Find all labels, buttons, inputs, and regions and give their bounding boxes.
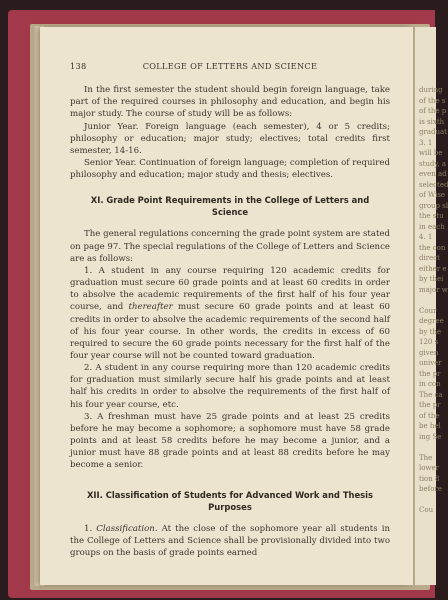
next-page-fragment: 4. 1 bbox=[419, 233, 433, 241]
next-page-fragment: Cou bbox=[419, 506, 434, 514]
section-paragraph: The general regulations concerning the grade point system are stated on page 97. The special regulations of the College of Letters and Science are as follows: bbox=[70, 229, 390, 264]
running-header bbox=[70, 60, 390, 72]
section-paragraph bbox=[70, 523, 390, 559]
next-page-fragment bbox=[415, 442, 436, 453]
next-page-fragment: of the s bbox=[419, 96, 446, 105]
text-run: 1. bbox=[84, 523, 97, 534]
next-page-fragment: during bbox=[419, 86, 443, 94]
italic-text: Classification. bbox=[96, 523, 158, 534]
next-page-fragment: selected bbox=[419, 180, 448, 189]
section-paragraph: 3. A freshman must have 25 grade points and at least 25 credits before he may become a sophomore; a sophomore must have 58 grade points and at least 58 credits before he may become a junior, and a junior must have 88 grade points and at least 88 credits before he may become a senior. bbox=[70, 411, 390, 471]
section-paragraph: 2. A student in any course requiring more than 120 academic credits for graduation must similarly secure half his grade points and at least half his credits in order to absolve the requirements of the first half of his four year course, etc. bbox=[70, 363, 390, 410]
next-page-fragment: Cour bbox=[419, 306, 437, 315]
next-page-fragment: the pr bbox=[419, 401, 441, 409]
heading-line: Science bbox=[211, 207, 249, 218]
next-page-fragment: the stu bbox=[419, 212, 444, 220]
next-page-fragment: of the bbox=[419, 411, 440, 420]
next-page-fragment: the pr bbox=[419, 369, 441, 378]
section-heading-xii bbox=[70, 489, 390, 513]
heading-line: Purposes bbox=[208, 501, 252, 512]
next-page-fragment: before bbox=[419, 485, 442, 493]
next-page-fragment: lower bbox=[419, 464, 439, 472]
italic-text: thereafter bbox=[128, 302, 173, 313]
next-page-fragment: be hel bbox=[419, 422, 441, 430]
next-page-fragment: by thei bbox=[419, 275, 444, 283]
next-page-fragment: The bbox=[419, 453, 433, 462]
running-title: COLLEGE OF LETTERS AND SCIENCE bbox=[142, 61, 318, 71]
next-page-edge bbox=[414, 27, 448, 585]
next-page-fragment: of the p bbox=[419, 107, 447, 115]
next-page-fragments bbox=[415, 27, 448, 516]
next-page-fragment: either e bbox=[419, 264, 447, 273]
next-page-fragment: univer bbox=[419, 359, 442, 367]
text-run: 1. A student in any course requiring 120 academic credits for graduation must secure 60 grade points and at least 60 credits in order to absolve the academic requirements of the first half of his four year course, and bbox=[70, 265, 390, 313]
next-page-fragment bbox=[415, 295, 436, 306]
next-page-fragment: The ca bbox=[419, 390, 443, 399]
next-page-fragment bbox=[415, 495, 436, 506]
next-page-fragment: tion 8 bbox=[419, 474, 440, 483]
next-page-fragment: in each bbox=[419, 222, 445, 231]
heading-line: XII. Classification of Students for Advanced Work and Thesis bbox=[86, 489, 374, 500]
next-page-fragment: degree bbox=[419, 317, 444, 325]
intro-paragraph: In the first semester the student should begin foreign language, take part of the required courses in philosophy and education, and begin his major study. The course of study will be as follows: bbox=[70, 85, 390, 120]
next-page-fragment: is sixth bbox=[419, 117, 445, 126]
text-run: At the close of the sophomore year all students in the College of Letters and Science shall be provisionally divided into two groups on the basis of grade points earned bbox=[70, 523, 390, 558]
next-page-fragment: 3. 1 bbox=[419, 138, 433, 147]
next-page-fragment: of Wise bbox=[419, 191, 446, 199]
next-page-fragment: given bbox=[419, 348, 439, 357]
next-page-fragment: direct bbox=[419, 254, 440, 262]
next-page-fragment: study, a bbox=[419, 159, 447, 168]
page-content bbox=[70, 60, 390, 559]
next-page-fragment: graduat bbox=[419, 128, 447, 136]
next-page-fragment: by the bbox=[419, 327, 442, 336]
next-page-fragment: the con bbox=[419, 243, 446, 252]
page-number: 138 bbox=[70, 61, 87, 71]
heading-line: XI. Grade Point Requirements in the College of Letters and bbox=[90, 195, 370, 206]
next-page-fragment: major w bbox=[419, 285, 448, 294]
next-page-fragment: will be bbox=[419, 149, 443, 157]
next-page-fragment: group sl bbox=[419, 201, 448, 210]
section-paragraph bbox=[70, 265, 390, 362]
intro-paragraph: Junior Year. Foreign language (each semester), 4 or 5 credits; philosophy or education; major study; electives; total credits first semester, 14-16. bbox=[70, 121, 390, 156]
next-page-fragment: in con bbox=[419, 380, 441, 388]
next-page-fragment: ing Se bbox=[419, 432, 442, 441]
next-page-fragment: 120 s bbox=[419, 338, 439, 346]
section-heading-xi bbox=[70, 194, 390, 218]
intro-paragraph: Senior Year. Continuation of foreign language; completion of required philosophy and education; major study and thesis; electives. bbox=[70, 158, 390, 181]
next-page-fragment: even ad bbox=[419, 170, 447, 178]
text-run: must secure 60 grade points and at least 60 credits in order to absolve the academic requirements of the second half of his four year course. In other words, the credits in excess of 60 required to secure the 60 grade points necessary for the first half of the four year course will not be counted toward graduation. bbox=[70, 302, 390, 361]
